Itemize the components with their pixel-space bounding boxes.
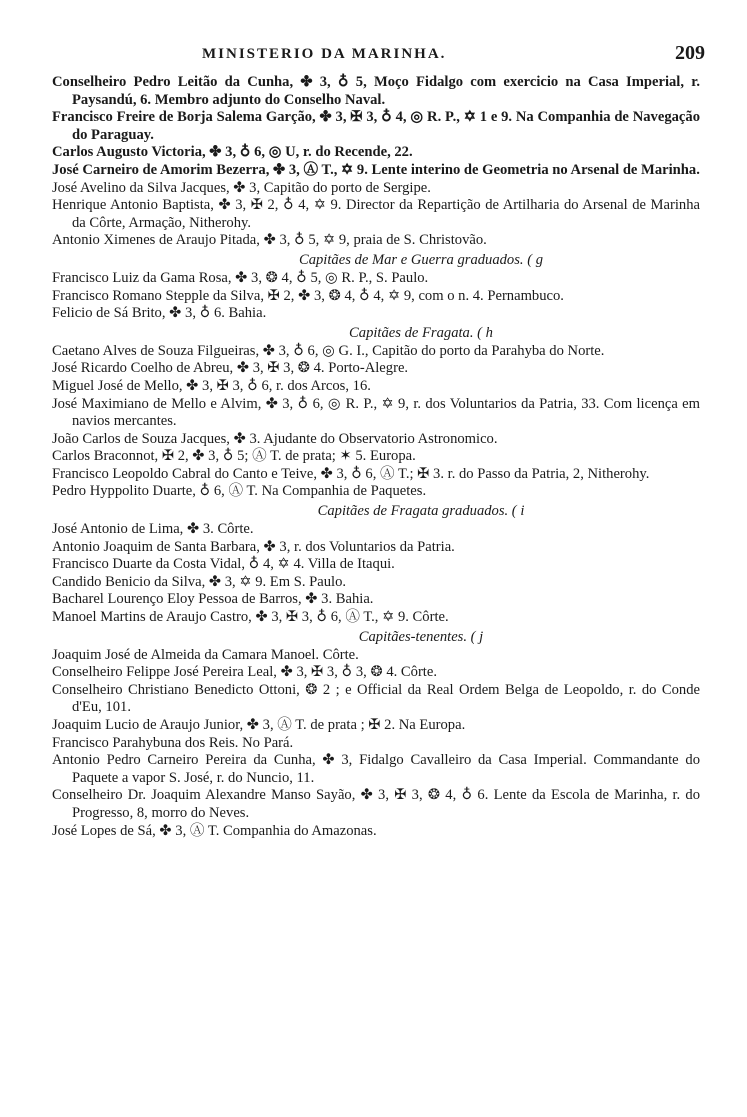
entry: José Lopes de Sá, ✤ 3, Ⓐ T. Companhia do Amazonas. — [52, 822, 377, 839]
entry: Felicio de Sá Brito, ✤ 3, ♁ 6. Bahia. — [52, 305, 267, 322]
entry: Antonio Joaquim de Santa Barbara, ✤ 3, r. dos Voluntarios da Patria. — [52, 538, 455, 555]
page-header — [52, 40, 705, 74]
entry: Francisco Leopoldo Cabral do Canto e Teive, ✤ 3, ♁ 6, Ⓐ T.; ✠ 3. r. do Passo da Patria, 2, Nitherohy. — [52, 465, 650, 482]
entries-list — [52, 74, 700, 840]
entry: Antonio Pedro Carneiro Pereira da Cunha, ✤ 3, Fidalgo Cavalleiro da Casa Imperial. Commandante do Paquete a vapor S. José, r. do Nuncio, 11. — [52, 752, 700, 786]
entry: José Avelino da Silva Jacques, ✤ 3, Capitão do porto de Sergipe. — [52, 179, 431, 196]
entry: Pedro Hyppolito Duarte, ♁ 6, Ⓐ T. Na Companhia de Paquetes. — [52, 483, 427, 500]
entry: José Ricardo Coelho de Abreu, ✤ 3, ✠ 3, ❂ 4. Porto-Alegre. — [52, 360, 409, 377]
entry: Miguel José de Mello, ✤ 3, ✠ 3, ♁ 6, r. dos Arcos, 16. — [52, 377, 371, 394]
entry: Conselheiro Christiano Benedicto Ottoni, ❂ 2 ; e Official da Real Ordem Belga de Leopoldo, r. do Conde d'Eu, 101. — [52, 681, 700, 716]
entry: Conselheiro Dr. Joaquim Alexandre Manso Sayão, ✤ 3, ✠ 3, ❂ 4, ♁ 6. Lente da Escola de Marinha, r. do Progresso, 8, morro do Neves. — [52, 787, 700, 821]
entry: Joaquim Lucio de Araujo Junior, ✤ 3, Ⓐ T. de prata ; ✠ 2. Na Europa. — [52, 717, 466, 733]
entry: Antonio Ximenes de Araujo Pitada, ✤ 3, ♁ 5, ✡ 9, praia de S. Christovão. — [52, 232, 487, 249]
section-heading: Capitães de Mar e Guerra graduados. ( g — [298, 251, 544, 268]
entry: Joaquim José de Almeida da Camara Manoel. Côrte. — [52, 646, 359, 663]
entry: Henrique Antonio Baptista, ✤ 3, ✠ 2, ♁ 4, ✡ 9. Director da Repartição de Artilharia do Arsenal de Marinha da Côrte, Armação, Nitherohy. — [52, 197, 700, 231]
entry: Francisco Freire de Borja Salema Garção, ✤ 3, ✠ 3, ♁ 4, ◎ R. P., ✡ 1 e 9. Na Companhia de Navegação do Paraguay. — [52, 109, 700, 143]
entry: José Carneiro de Amorim Bezerra, ✤ 3, Ⓐ T., ✡ 9. Lente interino de Geometria no Arsenal de Marinha. — [52, 161, 700, 178]
entry: Caetano Alves de Souza Filgueiras, ✤ 3, ♁ 6, ◎ G. I., Capitão do porto da Parahyba do Norte. — [52, 342, 605, 359]
entry: Carlos Braconnot, ✠ 2, ✤ 3, ♁ 5; Ⓐ T. de prata; ✶ 5. Europa. — [52, 448, 416, 465]
entry: José Antonio de Lima, ✤ 3. Côrte. — [52, 521, 254, 538]
page-title: MINISTERIO DA MARINHA. — [202, 46, 447, 62]
entry: Francisco Luiz da Gama Rosa, ✤ 3, ❂ 4, ♁ 5, ◎ R. P., S. Paulo. — [52, 269, 429, 286]
section-heading: Capitães-tenentes. ( j — [358, 628, 484, 645]
entry: Candido Benicio da Silva, ✤ 3, ✡ 9. Em S. Paulo. — [52, 573, 347, 590]
entry: João Carlos de Souza Jacques, ✤ 3. Ajudante do Observatorio Astronomico. — [52, 430, 498, 447]
entry: Conselheiro Felippe José Pereira Leal, ✤ 3, ✠ 3, ♁ 3, ❂ 4. Côrte. — [52, 664, 437, 681]
section-heading: Capitães de Fragata graduados. ( i — [317, 503, 525, 520]
entry: Francisco Parahybuna dos Reis. No Pará. — [52, 734, 294, 751]
entry: José Maximiano de Mello e Alvim, ✤ 3, ♁ 6, ◎ R. P., ✡ 9, r. dos Voluntarios da Patria, 33. Com licença em navios mercantes. — [52, 395, 700, 430]
entry: Francisco Duarte da Costa Vidal, ♁ 4, ✡ 4. Villa de Itaqui. — [52, 556, 395, 573]
page-number: 209 — [675, 42, 705, 64]
entry: Francisco Romano Stepple da Silva, ✠ 2, ✤ 3, ❂ 4, ♁ 4, ✡ 9, com o n. 4. Pernambuco. — [52, 287, 564, 304]
section-heading: Capitães de Fragata. ( h — [349, 324, 493, 341]
document-page — [52, 40, 705, 840]
entry: Bacharel Lourenço Eloy Pessoa de Barros, ✤ 3. Bahia. — [52, 591, 374, 608]
entry: Manoel Martins de Araujo Castro, ✤ 3, ✠ 3, ♁ 6, Ⓐ T., ✡ 9. Côrte. — [52, 609, 449, 626]
entry: Conselheiro Pedro Leitão da Cunha, ✤ 3, ♁ 5, Moço Fidalgo com exercicio na Casa Imperial, r. Paysandú, 6. Membro adjunto do Conselho Naval. — [52, 74, 700, 108]
entry: Carlos Augusto Victoria, ✤ 3, ♁ 6, ◎ U, r. do Recende, 22. — [52, 144, 413, 161]
